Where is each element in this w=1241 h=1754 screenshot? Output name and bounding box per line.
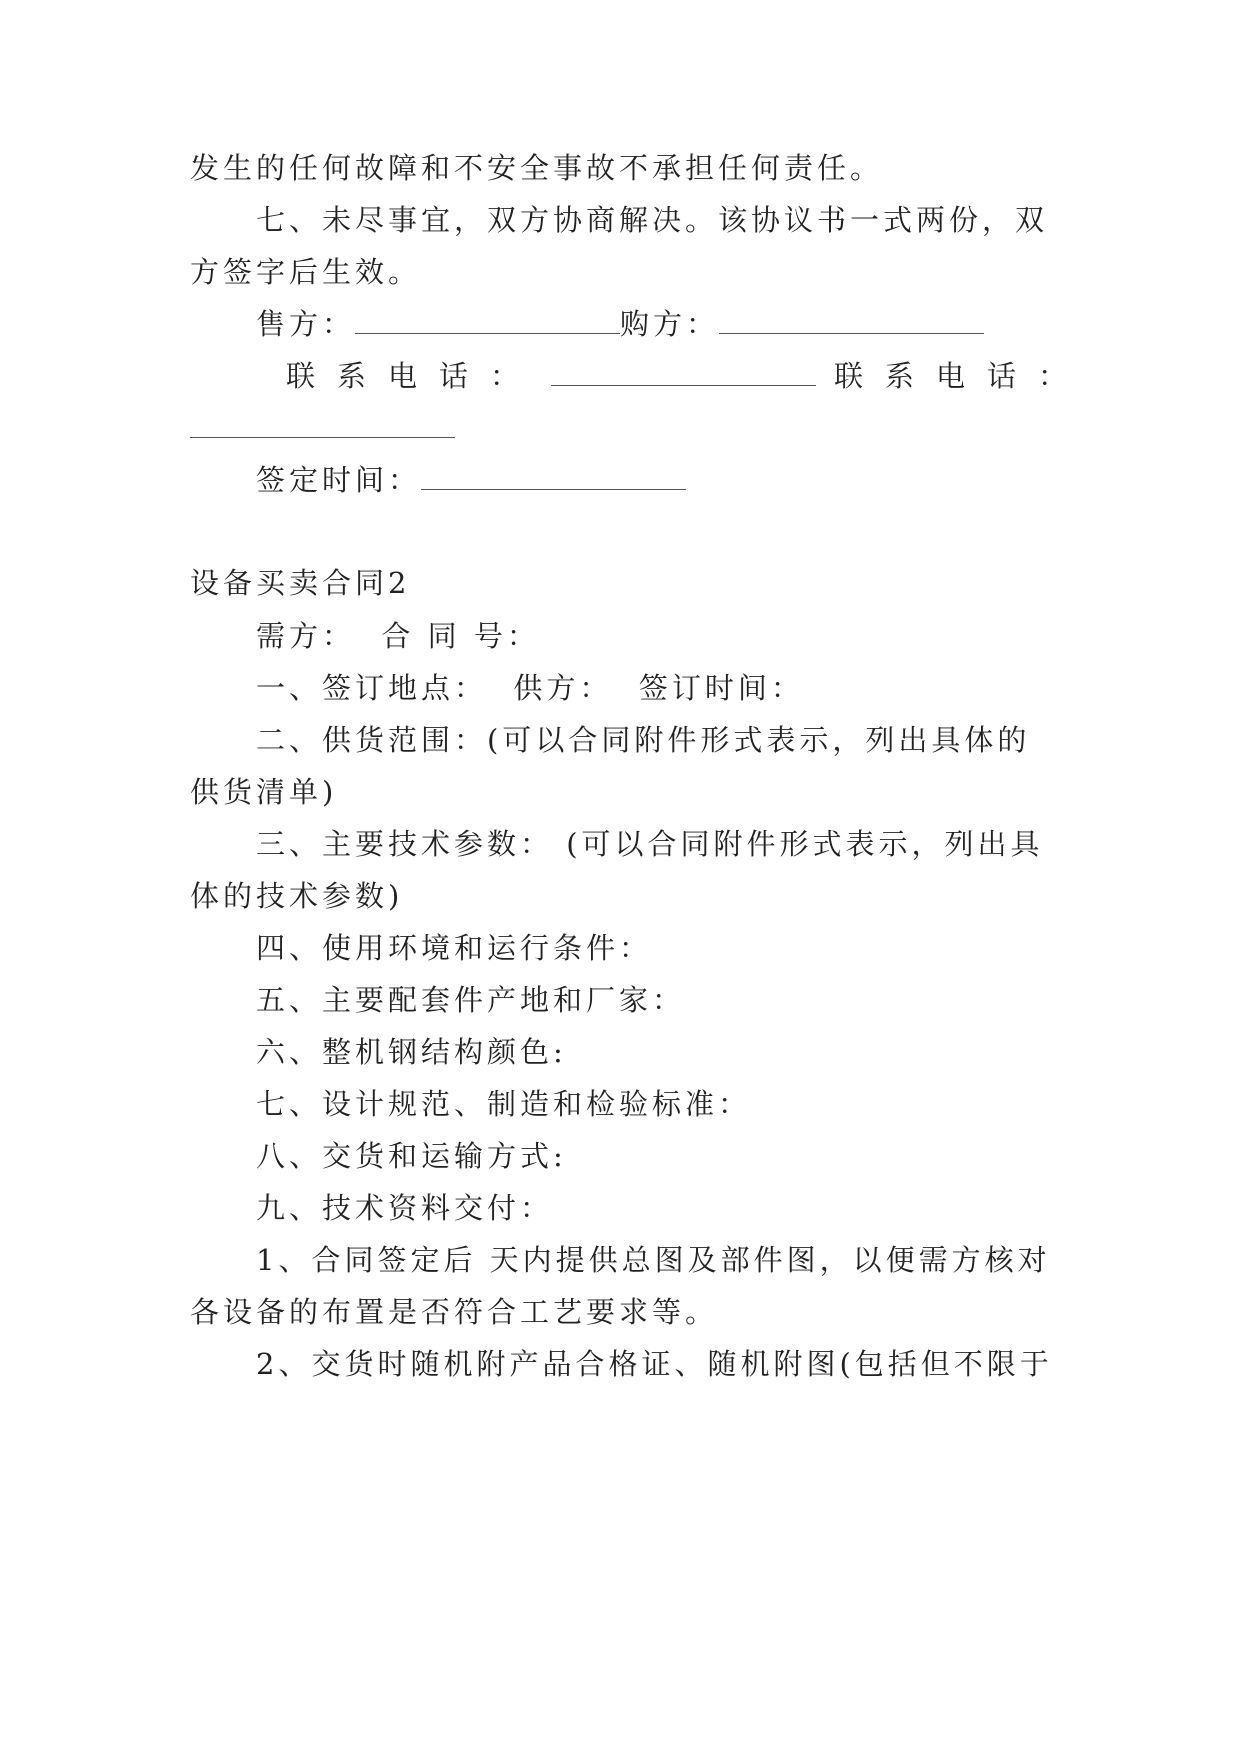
contract-title: 设备买卖合同2 bbox=[190, 566, 411, 600]
item-one: 一、签订地点： 供方： 签订时间： bbox=[256, 671, 804, 705]
item-three-line2: 体的技术参数) bbox=[190, 879, 404, 913]
phone-line bbox=[286, 356, 1089, 396]
seller-phone-label: 联系电话： bbox=[286, 359, 542, 393]
item-nine: 九、技术资料交付： bbox=[256, 1191, 554, 1225]
sub-item-one-line2: 各设备的布置是否符合工艺要求等。 bbox=[190, 1295, 719, 1329]
item-two-line1: 二、供货范围：(可以合同附件形式表示，列出具体的 bbox=[256, 723, 1031, 757]
item-four: 四、使用环境和运行条件： bbox=[256, 931, 653, 965]
sign-time-label: 签定时间： bbox=[256, 463, 422, 497]
sign-time-line bbox=[256, 460, 686, 500]
item-seven: 七、设计规范、制造和检验标准： bbox=[256, 1087, 752, 1121]
sign-time-blank bbox=[421, 465, 686, 490]
item-three-line1: 三、主要技术参数： (可以合同附件形式表示，列出具 bbox=[256, 827, 1044, 861]
item-eight: 八、交货和运输方式: bbox=[256, 1139, 567, 1173]
demand-party-line: 需方： 合 同 号： bbox=[256, 619, 540, 653]
item-six: 六、整机钢结构颜色: bbox=[256, 1035, 567, 1069]
clause-seven-line1: 七、未尽事宜，双方协商解决。该协议书一式两份，双 bbox=[256, 203, 1049, 237]
document-page bbox=[190, 0, 1090, 1754]
paragraph-liability: 发生的任何故障和不安全事故不承担任何责任。 bbox=[190, 151, 884, 185]
buyer-blank bbox=[719, 309, 984, 334]
signature-parties-line bbox=[256, 304, 984, 344]
item-two-line2: 供货清单) bbox=[190, 775, 338, 809]
seller-label: 售方： bbox=[256, 307, 356, 341]
buyer-phone-blank bbox=[190, 413, 455, 438]
seller-blank bbox=[355, 309, 620, 334]
sub-item-one-line1: 1、合同签定后 天内提供总图及部件图，以便需方核对 bbox=[256, 1243, 1051, 1277]
buyer-label: 购方： bbox=[620, 307, 720, 341]
item-five: 五、主要配套件产地和厂家： bbox=[256, 983, 686, 1017]
seller-phone-blank bbox=[551, 361, 816, 386]
clause-seven-line2: 方签字后生效。 bbox=[190, 255, 422, 289]
sub-item-two-line1: 2、交货时随机附产品合格证、随机附图(包括但不限于 bbox=[256, 1347, 1053, 1381]
buyer-phone-label: 联系电话： bbox=[834, 359, 1090, 393]
buyer-phone-blank-line bbox=[190, 408, 455, 448]
